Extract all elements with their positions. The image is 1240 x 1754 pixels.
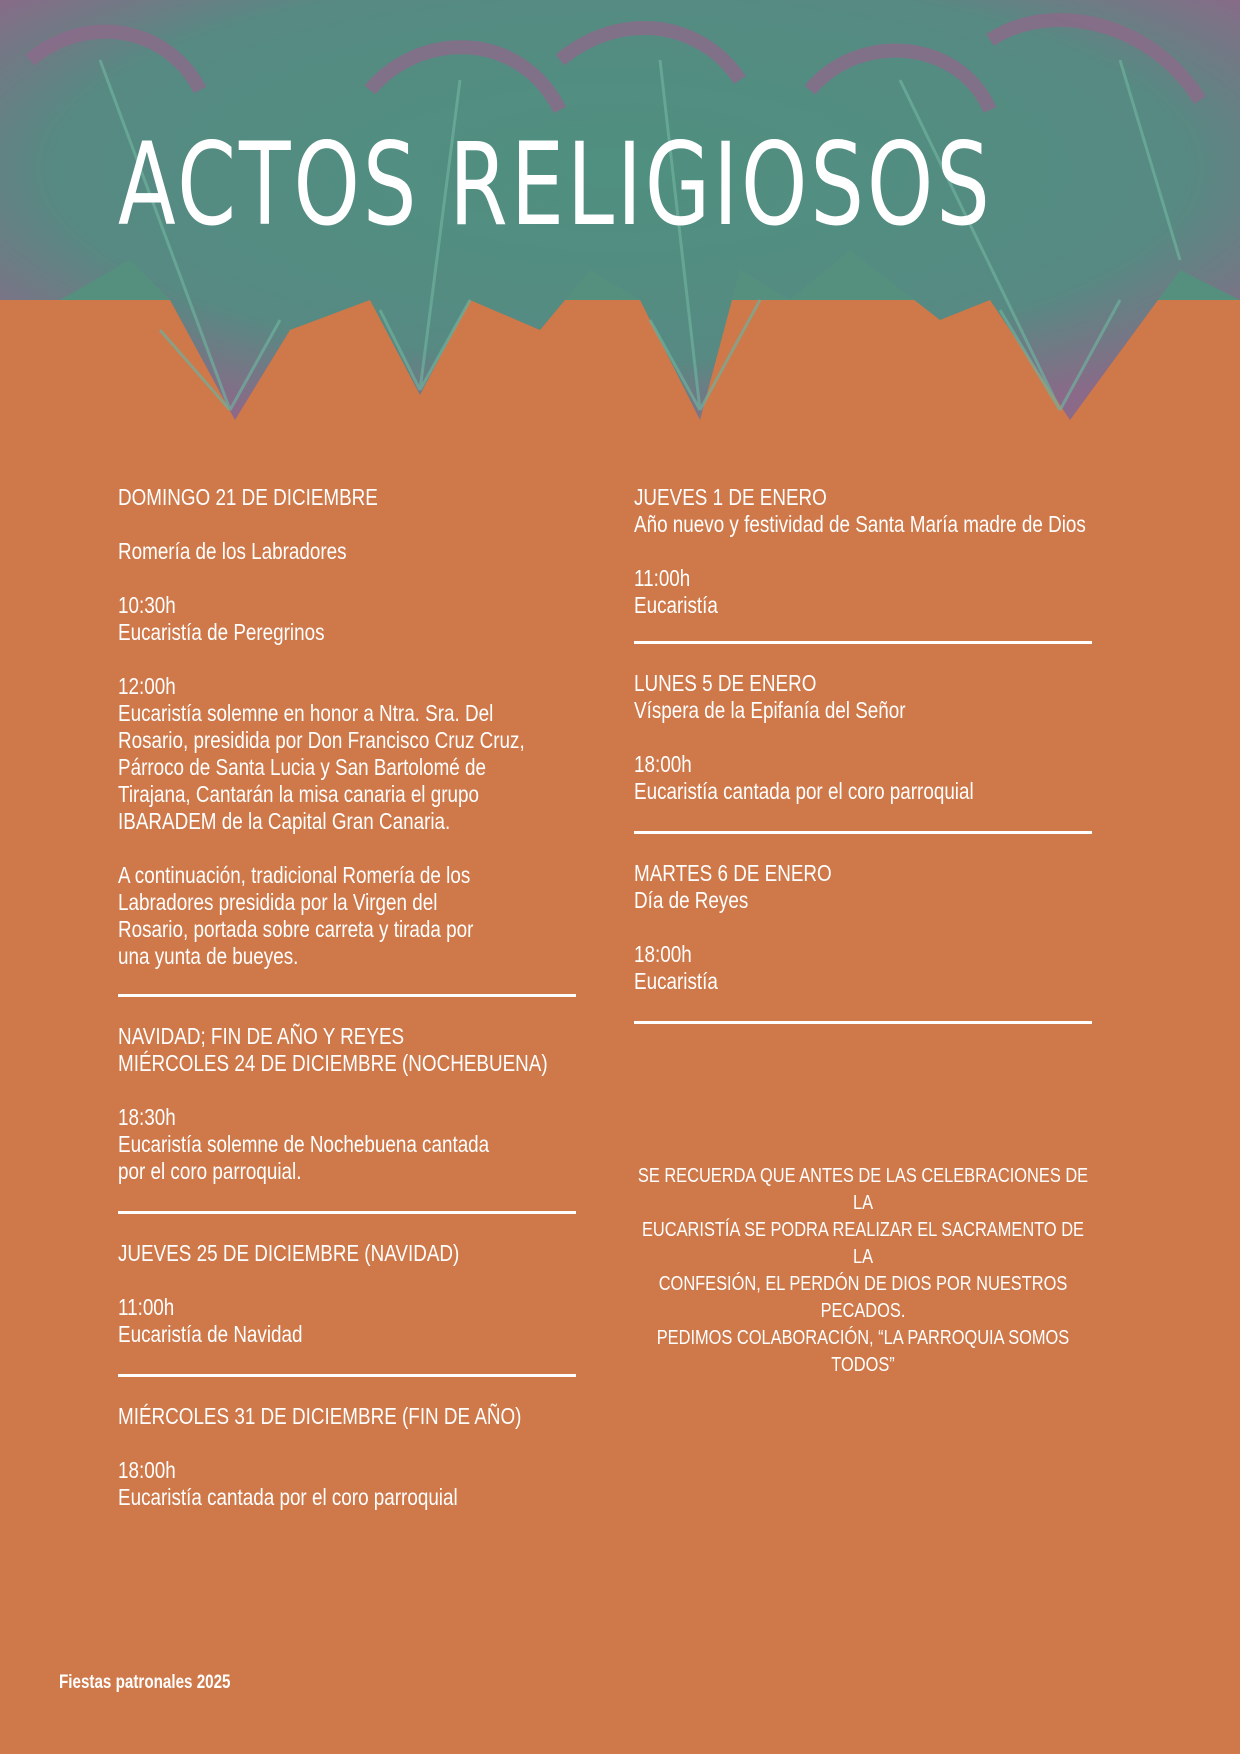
section-divider: [118, 1374, 576, 1377]
event-description: Eucaristía solemne en honor a Ntra. Sra. Del Rosario, presidida por Don Francisco Cruz Cruz, Párroco de Santa Lucia y San Bartolomé de Tirajana, Cantarán la misa canaria el grupo IBARADEM de la Capital Gran Canaria.: [118, 700, 525, 834]
date-heading: DOMINGO 21 DE DICIEMBRE: [118, 484, 378, 510]
notice-line: CONFESIÓN, EL PERDÓN DE DIOS POR NUESTROS PECADOS.: [658, 1273, 1068, 1322]
right-schedule-column: [634, 484, 1092, 1024]
date-heading: LUNES 5 DE ENERO: [634, 670, 817, 696]
date-heading: MIÉRCOLES 31 DE DICIEMBRE (FIN DE AÑO): [118, 1403, 522, 1429]
notice-line: PEDIMOS COLABORACIÓN, “LA PARROQUIA SOMOS TODOS”: [656, 1327, 1070, 1376]
notice-line: EUCARISTÍA SE PODRA REALIZAR EL SACRAMENTO DE LA: [641, 1219, 1085, 1268]
page-title: ACTOS RELIGIOSOS: [118, 118, 993, 251]
event-description: Eucaristía de Peregrinos: [118, 619, 325, 645]
event-time: 10:30h: [118, 592, 176, 618]
schedule-entry: [118, 1240, 577, 1348]
date-heading: JUEVES 25 DE DICIEMBRE (NAVIDAD): [118, 1240, 460, 1266]
section-heading: NAVIDAD; FIN DE AÑO Y REYES: [118, 1023, 405, 1049]
event-time: 18:00h: [118, 1457, 176, 1483]
left-schedule-column: [118, 484, 576, 1511]
schedule-entry: [634, 670, 1093, 805]
notice-line: SE RECUERDA QUE ANTES DE LAS CELEBRACIONES DE LA: [637, 1165, 1089, 1214]
schedule-entry: [118, 484, 577, 990]
event-description: Eucaristía cantada por el coro parroquial: [634, 778, 974, 804]
section-divider: [634, 641, 1092, 644]
event-time: 11:00h: [634, 565, 691, 591]
event-time: 11:00h: [118, 1294, 175, 1320]
event-description: Eucaristía: [634, 592, 718, 618]
event-time: 18:00h: [634, 751, 692, 777]
event-description: A continuación, tradicional Romería de los Labradores presidida por la Virgen del Rosario, portada sobre carreta y tirada por una yunta de bueyes.: [118, 862, 474, 969]
event-time: 18:30h: [118, 1104, 176, 1130]
event-description: Eucaristía de Navidad: [118, 1321, 303, 1347]
event-description: Eucaristía solemne de Nochebuena cantada por el coro parroquial.: [118, 1131, 490, 1184]
event-time: 12:00h: [118, 673, 176, 699]
date-heading: JUEVES 1 DE ENERO: [634, 484, 827, 510]
schedule-entry: [634, 860, 1093, 995]
section-divider: [634, 831, 1092, 834]
date-heading: MIÉRCOLES 24 DE DICIEMBRE (NOCHEBUENA): [118, 1050, 548, 1076]
confession-notice: [634, 1163, 1092, 1379]
event-title: Víspera de la Epifanía del Señor: [634, 697, 906, 723]
schedule-entry: [118, 1403, 577, 1511]
event-description: Eucaristía cantada por el coro parroquial: [118, 1484, 458, 1510]
date-heading: MARTES 6 DE ENERO: [634, 860, 832, 886]
schedule-entry: [634, 484, 1093, 619]
section-divider: [118, 994, 576, 997]
event-title: Romería de los Labradores: [118, 538, 347, 564]
footer-label: Fiestas patronales 2025: [59, 1672, 231, 1693]
event-description: Eucaristía: [634, 968, 718, 994]
event-title: Día de Reyes: [634, 887, 749, 913]
event-title: Año nuevo y festividad de Santa María madre de Dios: [634, 511, 1086, 537]
event-time: 18:00h: [634, 941, 692, 967]
section-divider: [634, 1021, 1092, 1024]
schedule-entry: [118, 1023, 577, 1185]
section-divider: [118, 1211, 576, 1214]
